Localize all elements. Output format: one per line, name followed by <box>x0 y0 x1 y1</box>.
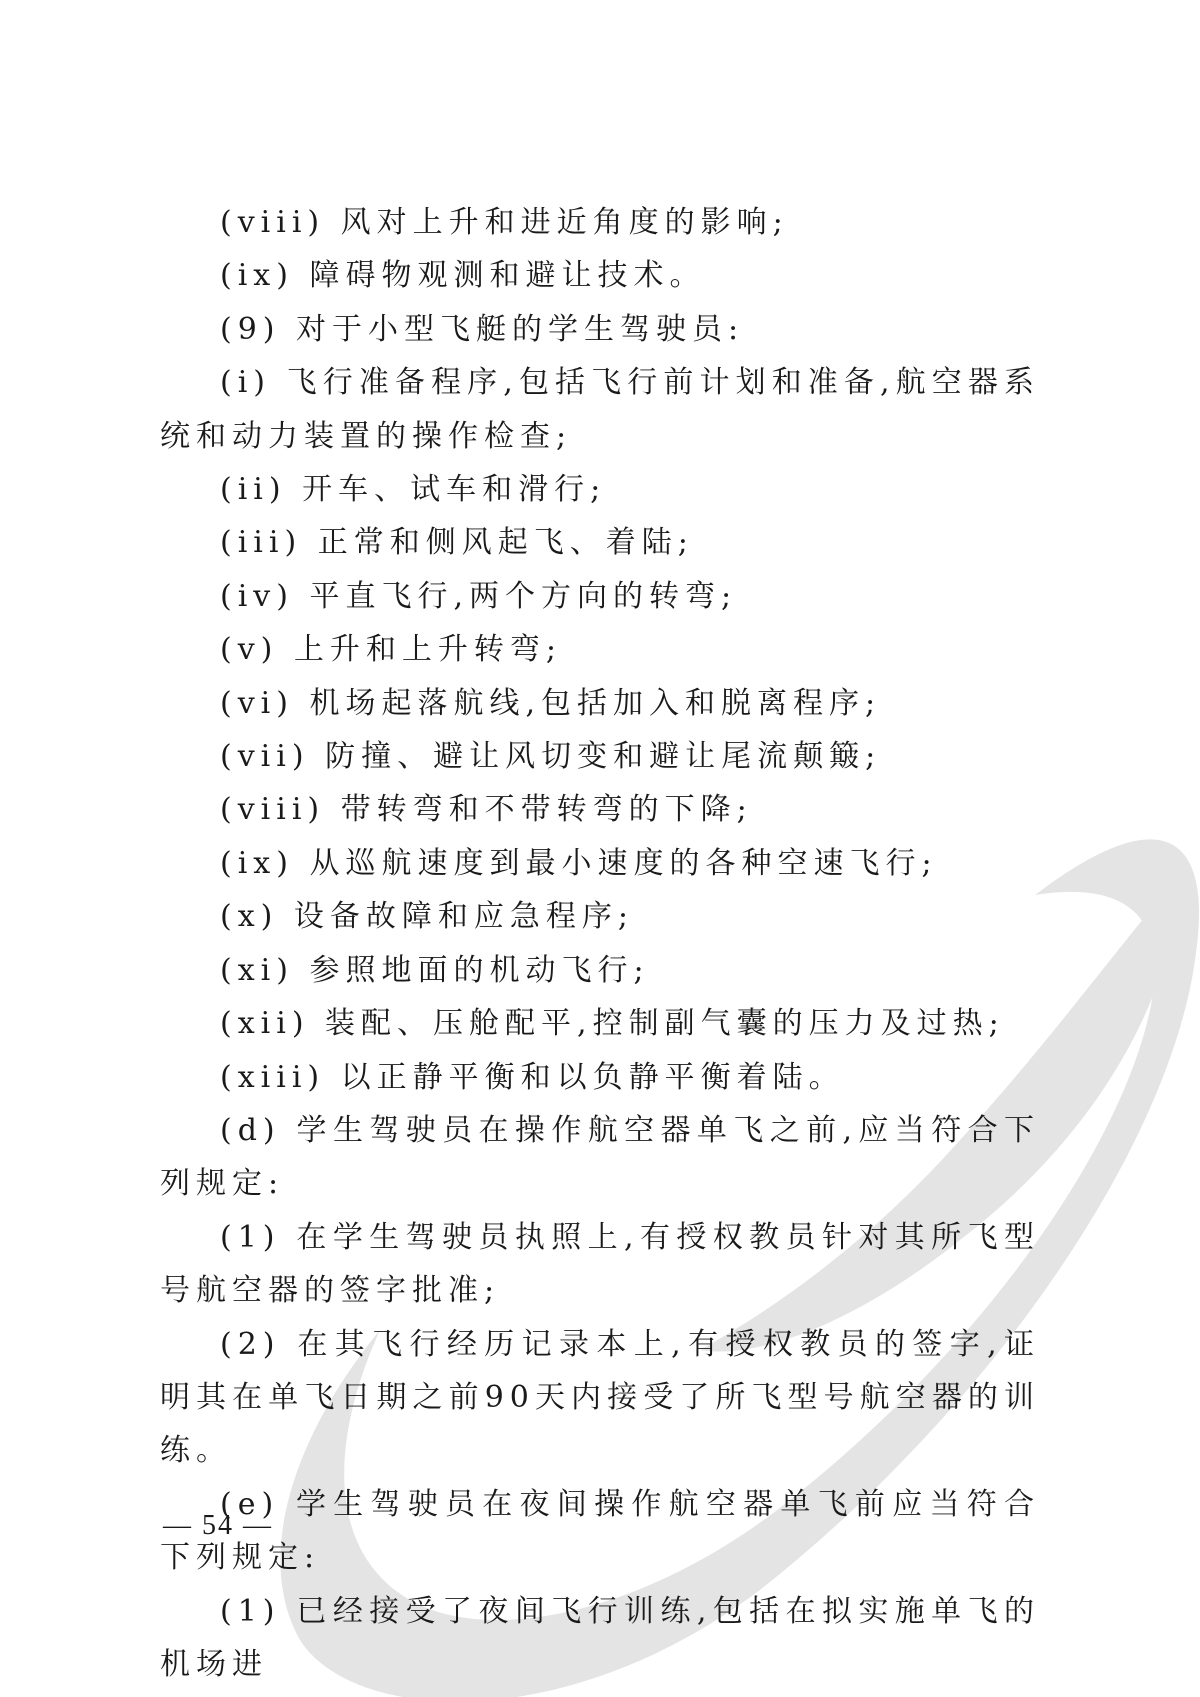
page-number: — 54 — <box>163 1510 273 1541</box>
paragraph-d-solo-requirements: (d) 学生驾驶员在操作航空器单飞之前,应当符合下列规定: <box>160 1112 1040 1202</box>
paragraph-xiii-static-balance: (xiii) 以正静平衡和以负静平衡着陆。 <box>220 1059 845 1095</box>
paragraph-viii-wind: (viii) 风对上升和进近角度的影响; <box>220 205 789 240</box>
paragraph-vii-collision-avoidance: (vii) 防撞、避让风切变和避让尾流颠簸; <box>220 739 882 775</box>
paragraph-x-emergency: (x) 设备故障和应急程序; <box>220 899 634 935</box>
paragraph-d1-endorsement: (1) 在学生驾驶员执照上,有授权教员针对其所飞型号航空器的签字批准; <box>160 1219 1040 1309</box>
paragraph-d2-logbook: (2) 在其飞行经历记录本上,有授权教员的签字,证明其在单飞日期之前90天内接受了所飞型号航空器的训练。 <box>160 1326 1040 1469</box>
paragraph-iv-level-flight: (iv) 平直飞行,两个方向的转弯; <box>220 578 738 614</box>
paragraph-9-small-airship: (9) 对于小型飞艇的学生驾驶员: <box>220 311 745 347</box>
paragraph-vi-traffic-pattern: (vi) 机场起落航线,包括加入和脱离程序; <box>220 685 882 721</box>
paragraph-ii-taxi: (ii) 开车、试车和滑行; <box>220 472 607 508</box>
paragraph-e1-night-training: (1) 已经接受了夜间飞行训练,包括在拟实施单飞的机场进 <box>160 1593 1040 1682</box>
paragraph-ix-obstacles: (ix) 障碍物观测和避让技术。 <box>220 258 706 294</box>
document-body <box>160 196 1040 1691</box>
paragraph-xii-ballast: (xii) 装配、压舱配平,控制副气囊的压力及过热; <box>220 1006 1005 1042</box>
paragraph-ix-airspeed: (ix) 从巡航速度到最小速度的各种空速飞行; <box>220 845 938 881</box>
paragraph-v-climb: (v) 上升和上升转弯; <box>220 632 562 668</box>
paragraph-xi-ground-reference: (xi) 参照地面的机动飞行; <box>220 952 650 988</box>
paragraph-viii-descent: (viii) 带转弯和不带转弯的下降; <box>220 792 753 828</box>
paragraph-i-preflight: (i) 飞行准备程序,包括飞行前计划和准备,航空器系统和动力装置的操作检查; <box>160 365 1040 454</box>
paragraph-iii-takeoff-landing: (iii) 正常和侧风起飞、着陆; <box>220 525 694 561</box>
paragraph-e-night-solo: (e) 学生驾驶员在夜间操作航空器单飞前应当符合下列规定: <box>160 1486 1040 1576</box>
